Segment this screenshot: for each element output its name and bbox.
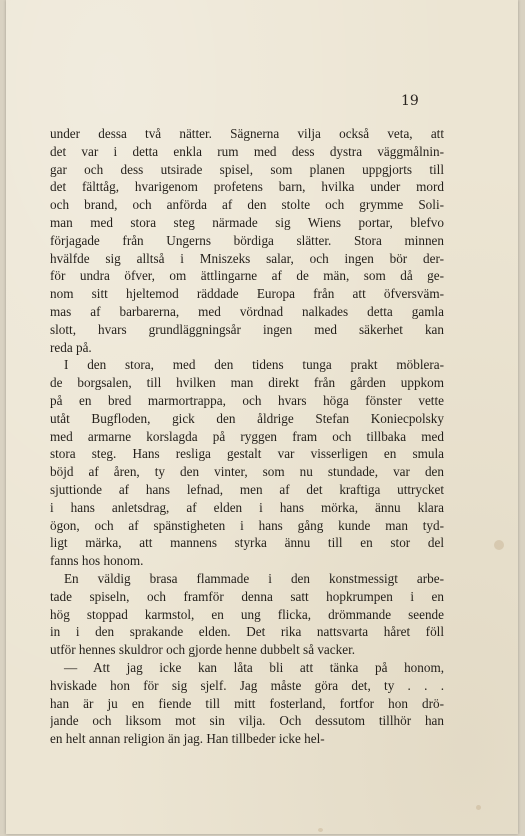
text-line: nom sitt hjeltemod räddade Europa från att öfversväm-	[50, 286, 444, 302]
text-line: en helt annan religion än jag. Han tillbeder icke hel-	[50, 731, 325, 747]
page-number: 19	[401, 93, 419, 109]
text-line: utför hennes skuldror och gjorde henne dubbelt så vacker.	[50, 642, 356, 658]
body-text	[50, 125, 444, 748]
text-line: i hans anletsdrag, af elden i hans mörka, ännu klara	[50, 499, 444, 515]
text-line: det var i detta enkla rum med dess dystra väggmålnin-	[50, 143, 444, 159]
text-line: mas af barbarerna, med vördnad nalkades detta gamla	[50, 303, 444, 319]
paragraph	[50, 125, 444, 356]
text-line: in i den sprakande elden. Det rika nattsvarta håret föll	[50, 624, 444, 640]
text-line: med armarne korslagda på ryggen fram och tillbaka med	[50, 428, 444, 444]
text-line: — Att jag icke kan låta bli att tänka på honom,	[64, 659, 444, 675]
text-line: ligt märka, att mannens styrka ännu till en stor del	[50, 535, 444, 551]
text-line: de borgsalen, till hvilken man direkt från gården uppkom	[50, 375, 444, 391]
text-line: sjuttionde af hans lefnad, men af det kraftiga uttrycket	[50, 481, 444, 497]
text-line: stora steg. Hans resliga gestalt var visserligen en smula	[50, 446, 444, 462]
text-line: I den stora, med den tidens tunga prakt möblera-	[64, 357, 444, 373]
text-line: gar och dess utsirade spisel, som planen uppgjorts till	[50, 161, 444, 177]
text-line: för undra öfver, om ättlingarne af de män, som då ge-	[50, 268, 444, 284]
text-line: reda på.	[50, 339, 92, 355]
text-line: hviskade hon för sig sjelf. Jag måste göra det, ty . . .	[50, 677, 444, 693]
text-line: böjd af åren, ty den vinter, som nu stundade, var den	[50, 464, 444, 480]
paper-stain	[494, 540, 504, 550]
paper-stain	[318, 828, 323, 832]
text-line: det fälttåg, hvarigenom profetens barn, hvilka under mord	[50, 179, 444, 195]
text-line: En väldig brasa flammade i den konstmessigt arbe-	[64, 570, 444, 586]
text-line: på en bred marmortrappa, och hvars höga fönster vette	[50, 392, 444, 408]
paragraph	[50, 570, 444, 659]
paragraph	[50, 659, 444, 748]
text-line: slott, hvars grundläggningsår ingen med säkerhet kan	[50, 321, 444, 337]
text-line: hvälfde sig alltså i Mniszeks salar, och ingen bör der-	[50, 250, 444, 266]
paper-stain	[476, 805, 481, 810]
text-line: och brand, och anförda af den stolte och grymme Soli-	[50, 197, 444, 213]
text-line: han är ju en fiende till mitt fosterland, fortfor hon drö-	[50, 695, 444, 711]
text-line: man med stora steg närmade sig Wiens portar, blefvo	[50, 214, 444, 230]
paragraph	[50, 356, 444, 570]
text-line: fanns hos honom.	[50, 553, 144, 569]
text-line: tade spiseln, och framför denna satt hopkrumpen i en	[50, 588, 444, 604]
text-line: jande och liksom mot sin vilja. Och dessutom tillhör han	[50, 713, 444, 729]
text-line: utåt Bugfloden, gick den åldrige Stefan Koniecpolsky	[50, 410, 444, 426]
text-line: ögon, och af spänstigheten i hans gång kunde man tyd-	[50, 517, 444, 533]
text-line: under dessa två nätter. Sägnerna vilja också veta, att	[50, 126, 444, 141]
book-page	[6, 0, 518, 834]
text-line: hög stoppad karmstol, en ung flicka, drömmande seende	[50, 606, 444, 622]
text-line: förjagade från Ungerns bördiga slätter. Stora minnen	[50, 232, 444, 248]
